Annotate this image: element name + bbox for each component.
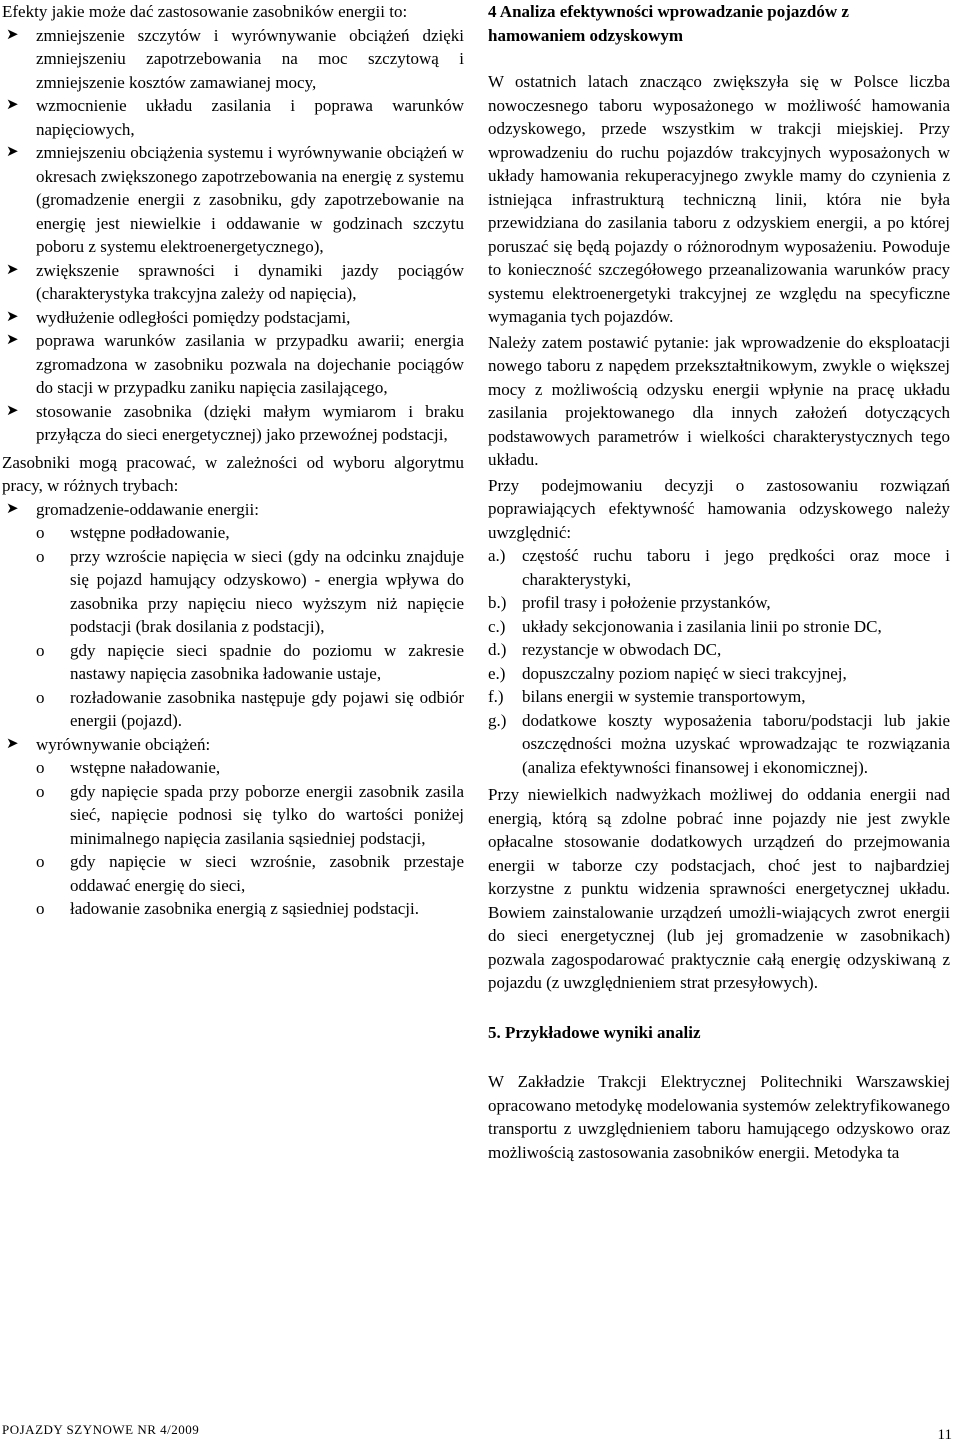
arrow-bullet-icon: ➤ bbox=[6, 26, 19, 43]
mode2-sublist bbox=[2, 756, 464, 921]
arrow-bullet-icon: ➤ bbox=[6, 332, 19, 348]
paragraph: Przy podejmowaniu decyzji o zastosowaniu rozwiązań poprawiających efektywność hamowania odzyskowego należy uwzględnić: bbox=[488, 475, 950, 542]
list-item: b.) profil trasy i położenie przystanków, bbox=[488, 593, 771, 612]
list-item: c.) układy sekcjonowania i zasilania linii po stronie DC, bbox=[488, 616, 882, 636]
circle-bullet-icon: o bbox=[36, 640, 45, 660]
mode1-sublist bbox=[2, 521, 464, 733]
journal-footer: POJAZDY SZYNOWE NR 4/2009 bbox=[2, 1422, 200, 1437]
list-item: ➤ zwiększenie sprawności i dynamiki jazdy pociągów (charakterystyka trakcyjna zależy od napięcia), bbox=[6, 260, 464, 303]
arrow-bullet-icon: ➤ bbox=[6, 500, 19, 517]
list-item: o przy wzroście napięcia w sieci (gdy na odcinku znajduje się pojazd hamujący odzyskowo) - energia wpływa do zasobnika przy napięciu nieco wyższym niż napięcie podstacji (brak dosilania z podstacji), bbox=[36, 546, 464, 636]
list-item: a.) częstość ruchu taboru i jego prędkości oraz moce i charakterystyki, bbox=[488, 546, 950, 589]
list-item: ➤ zmniejszeniu obciążenia systemu i wyrównywanie obciążeń w okresach zwiększonego zapotrzebowania na energię z systemu (gromadzenie energii z zasobniku, gdy zapotrzebowanie na energię jest niewielkie i oddawanie w godzinach szczytu poboru z systemu elektroenergetycznego), bbox=[6, 143, 464, 256]
arrow-bullet-icon: ➤ bbox=[6, 97, 19, 113]
list-item: o ładowanie zasobnika energią z sąsiedniej podstacji. bbox=[36, 897, 464, 921]
paragraph: Należy zatem postawić pytanie: jak wprowadzenie do eksploatacji nowego taboru z napędem przekształtnikowym, zwykle o większej mocy z możliwością odzysku energii wpłynie na pracę układu zasilania projektowanego dla innych założeń dotyczących podstawowych parametrów i wielkości charakterystycznych tego układu. bbox=[488, 332, 950, 469]
right-column bbox=[488, 0, 950, 1164]
list-item: ➤ wyrównywanie obciążeń: bbox=[2, 733, 464, 757]
circle-bullet-icon: o bbox=[36, 546, 45, 566]
page-number: 11 bbox=[937, 1427, 952, 1443]
list-item: ➤ gromadzenie-oddawanie energii: bbox=[2, 498, 464, 522]
arrow-bullet-icon: ➤ bbox=[6, 735, 19, 752]
section-4-heading: 4 Analiza efektywności wprowadzanie pojazdów z hamowaniem odzyskowym bbox=[488, 2, 849, 45]
list-item: o gdy napięcie w sieci wzrośnie, zasobnik przestaje oddawać energię do sieci, bbox=[36, 852, 464, 895]
arrow-bullet-icon: ➤ bbox=[6, 261, 19, 278]
left-column bbox=[2, 0, 464, 921]
effects-list bbox=[2, 24, 464, 447]
list-item: o gdy napięcie spada przy poborze energii zasobnik zasila sieć, napięcie podnosi się tylko do wartości poniżej minimalnego napięcia zasilania sąsiedniej podstacji, bbox=[36, 781, 464, 848]
paragraph: Przy niewielkich nadwyżkach możliwej do oddania energii nad energią, którą są zdolne pobrać inne pojazdy nie jest zwykle opłacalne stosowanie dodatkowych urządzeń do przejmowania energii w taborze czy podstacjach, choć jest to najbardziej korzystne z punktu widzenia sprawności energetycznej układu. Bowiem zainstalowanie urządzeń umożli-wiających zwrot energii do sieci energetycznej (lub jej gromadzenie w zasobnikach) pozwala zagospodarować praktycznie całą energię odzyskiwaną z pojazdu (z uwzględnieniem strat przesyłowych). bbox=[488, 785, 950, 992]
arrow-bullet-icon: ➤ bbox=[6, 144, 19, 160]
arrow-bullet-icon: ➤ bbox=[6, 402, 19, 419]
paragraph: W Zakładzie Trakcji Elektrycznej Politechniki Warszawskiej opracowano metodykę modelowania systemów zelektryfikowanego transportu z uwzględnieniem taboru hamującego odzyskowo oraz możliwością zastosowania zasobników energii. Metodyka ta bbox=[488, 1072, 950, 1162]
list-item: ➤ zmniejszenie szczytów i wyrównywanie obciążeń dzięki zmniejszeniu zapotrzebowania na moc szczytową i zmniejszenie kosztów zamawianej mocy, bbox=[6, 25, 464, 92]
circle-bullet-icon: o bbox=[36, 899, 45, 918]
arrow-bullet-icon: ➤ bbox=[6, 308, 19, 325]
modes-list bbox=[2, 498, 464, 522]
list-item: o wstępne naładowanie, bbox=[36, 756, 464, 780]
list-item: g.) dodatkowe koszty wyposażenia taboru/podstacji lub jakie oszczędności można uzyskać wprowadzając te rozwiązania (analiza efektywności finansowej i ekonomicznej). bbox=[488, 710, 950, 777]
considerations-list bbox=[488, 544, 950, 779]
list-item: e.) dopuszczalny poziom napięć w sieci trakcyjnej, bbox=[488, 663, 847, 683]
circle-bullet-icon: o bbox=[36, 852, 45, 871]
list-item: o rozładowanie zasobnika następuje gdy pojawi się odbiór energii (pojazd). bbox=[36, 687, 464, 730]
modes-list-2 bbox=[2, 733, 464, 757]
circle-bullet-icon: o bbox=[36, 687, 45, 707]
list-item: o gdy napięcie sieci spadnie do poziomu w zakresie nastawy napięcia zasobnika ładowanie ustaje, bbox=[36, 640, 464, 683]
intro-paragraph: Efekty jakie może dać zastosowanie zasobników energii to: bbox=[2, 2, 408, 21]
list-item: ➤ wydłużenie odległości pomiędzy podstacjami, bbox=[2, 306, 464, 330]
list-item: f.) bilans energii w systemie transportowym, bbox=[488, 687, 806, 706]
paragraph: W ostatnich latach znacząco zwiększyła się w Polsce liczba nowoczesnego taboru wyposażonego w możliwość hamowania odzyskowego, przede wszystkim w trakcji miejskiej. Przy wprowadzeniu do ruchu pojazdów trakcyjnych wyposażonych w układy hamowania rekuperacyjnego zwykle mamy do czynienia z istniejąca infrastrukturą techniczną linii, która nie była przewidziana do zasilania taboru z odzyskiem energii, a po której poruszać się będą pojazdy o różnorodnym wyposażeniu. Powoduje to konieczność szczegółowego przeanalizowania warunków pracy systemu elektroenergetyki trakcyjnej ze względu na specyficzne wymagania tych pojazdów. bbox=[488, 72, 950, 326]
circle-bullet-icon: o bbox=[36, 758, 45, 777]
list-item: ➤ stosowanie zasobnika (dzięki małym wymiarom i braku przyłącza do sieci energetycznej) jako przewoźnej podstacji, bbox=[6, 401, 464, 444]
modes-intro-paragraph: Zasobniki mogą pracować, w zależności od wyboru algorytmu pracy, w różnych trybach: bbox=[2, 452, 464, 495]
circle-bullet-icon: o bbox=[36, 781, 45, 801]
section-5-heading: 5. Przykładowe wyniki analiz bbox=[488, 1022, 701, 1042]
list-item: ➤ wzmocnienie układu zasilania i poprawa warunków napięciowych, bbox=[6, 96, 464, 139]
list-item: o wstępne podładowanie, bbox=[36, 521, 464, 545]
list-item: d.) rezystancje w obwodach DC, bbox=[488, 640, 722, 659]
circle-bullet-icon: o bbox=[36, 523, 45, 542]
list-item: ➤ poprawa warunków zasilania w przypadku awarii; energia zgromadzona w zasobniku pozwala na dojechanie pociągów do stacji w przypadku zaniku napięcia zasilającego, bbox=[6, 331, 464, 397]
